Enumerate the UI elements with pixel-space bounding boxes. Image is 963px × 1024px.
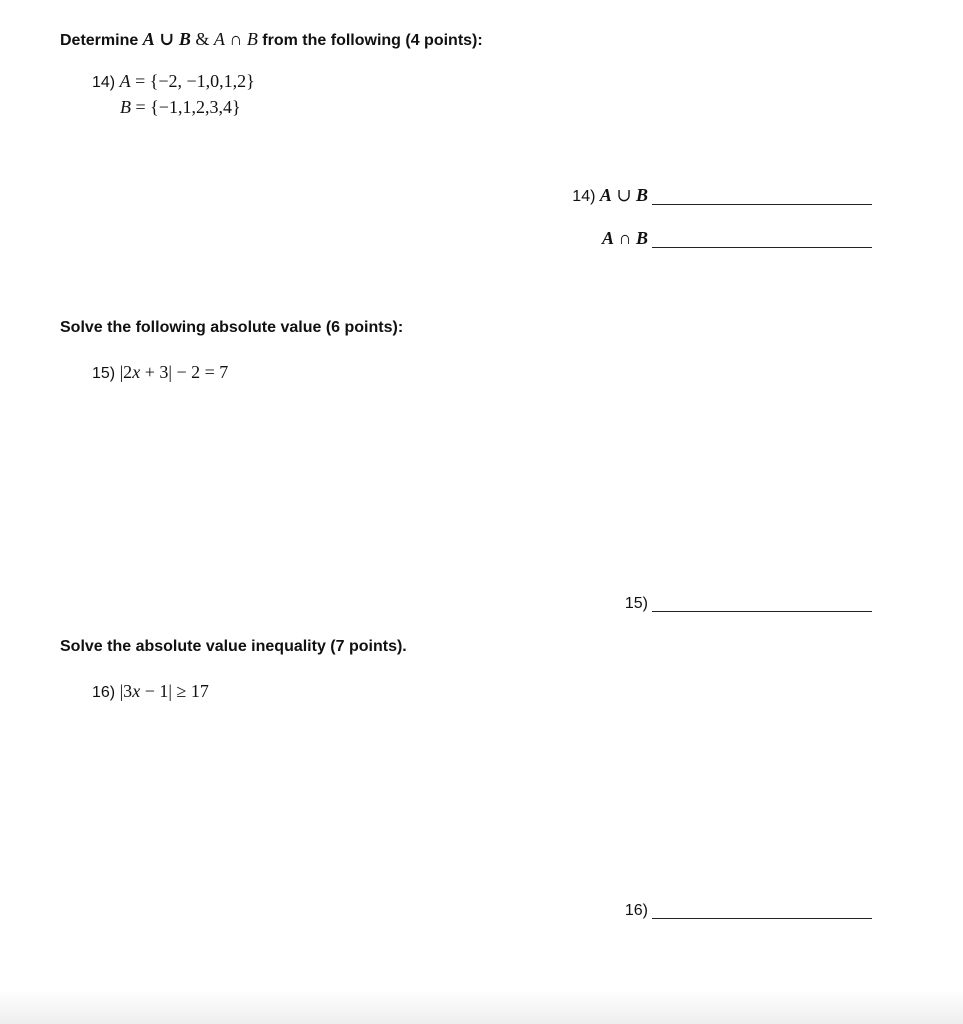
set-a-name: A	[119, 71, 131, 91]
problem-15-equation	[92, 362, 228, 383]
union-set-a: A	[599, 185, 612, 205]
title-set-a2: A	[213, 29, 225, 49]
eq16-rest: − 1| ≥ 17	[140, 681, 209, 701]
set-a-value: = {−2, −1,0,1,2}	[130, 71, 255, 91]
answer-15-blank[interactable]	[652, 611, 872, 612]
problem-14-number: 14)	[92, 74, 116, 91]
eq15-rest: + 3| − 2 = 7	[140, 362, 229, 382]
problem-14-set-a	[92, 71, 255, 92]
union-symbol: ∪	[611, 185, 636, 205]
answer-14-union-label	[572, 185, 648, 206]
page-bottom-shadow	[0, 990, 963, 1024]
eq16-open: |3	[119, 681, 133, 701]
intersect-symbol: ∩	[613, 228, 636, 248]
section2-title: Solve the following absolute value (6 points):	[60, 319, 404, 336]
intersect-set-b: B	[635, 228, 648, 248]
title-set-b: B	[178, 29, 191, 49]
answer-15-number: 15)	[624, 595, 648, 612]
set-b-value: = {−1,1,2,3,4}	[131, 97, 241, 117]
answer-16-label	[625, 902, 648, 920]
answer-14-union-blank[interactable]	[652, 204, 872, 205]
set-b-name: B	[120, 97, 131, 117]
title-prefix: Determine	[60, 32, 143, 49]
title-ampersand: &	[190, 29, 214, 49]
answer-16-number: 16)	[624, 902, 648, 919]
answer-14-number: 14)	[572, 188, 596, 205]
eq15-open: |2	[119, 362, 133, 382]
intersect-set-a: A	[601, 228, 614, 248]
problem-14-set-b	[120, 97, 241, 118]
union-set-b: B	[635, 185, 648, 205]
title-set-a: A	[142, 29, 155, 49]
eq15-var: x	[132, 362, 141, 382]
answer-15-label	[625, 595, 648, 613]
problem-16-inequality	[92, 681, 209, 702]
answer-14-intersect-label	[602, 228, 648, 249]
title-union-symbol: ∪	[154, 29, 179, 49]
section1-title	[60, 29, 483, 50]
problem-16-number: 16)	[92, 684, 116, 701]
answer-16-blank[interactable]	[652, 918, 872, 919]
title-suffix: from the following (4 points):	[257, 32, 483, 49]
title-intersect-symbol: ∩	[224, 29, 247, 49]
answer-14-intersect-blank[interactable]	[652, 247, 872, 248]
title-set-b2: B	[246, 29, 258, 49]
section3-title: Solve the absolute value inequality (7 points).	[60, 638, 407, 655]
problem-15-number: 15)	[92, 365, 116, 382]
eq16-var: x	[132, 681, 141, 701]
